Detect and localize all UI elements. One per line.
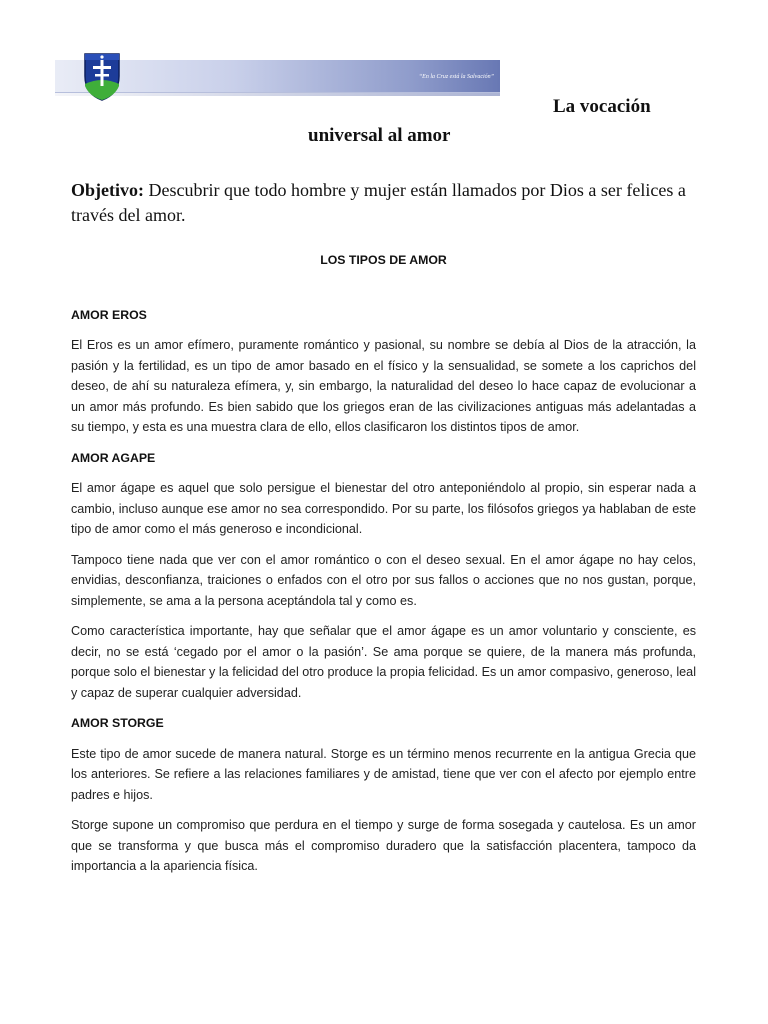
heading-amor-storge: AMOR STORGE: [71, 716, 164, 730]
heading-amor-agape: AMOR AGAPE: [71, 450, 156, 465]
objective-paragraph: [71, 178, 701, 228]
objective-text: Descubrir que todo hombre y mujer están llamados por Dios a ser felices a través del amor.: [71, 180, 686, 225]
paragraph-storge-1: Este tipo de amor sucede de manera natural. Storge es un término menos recurrente en la antigua Grecia que los anteriores. Se refiere a las relaciones familiares y de amistad, tiene que ver con el afecto por ejemplo entre padres e hijos.: [71, 746, 696, 802]
heading-amor-eros: AMOR EROS: [71, 307, 147, 322]
shield-crest-icon: [82, 50, 122, 102]
document-title-line-2: universal al amor: [308, 125, 451, 146]
header-motto: “En la Cruz está la Salvación”: [418, 74, 494, 80]
objective-label: Objetivo:: [71, 180, 144, 200]
paragraph-agape-1: El amor ágape es aquel que solo persigue el bienestar del otro anteponiéndolo al propio, sin esperar nada a cambio, incluso aunque ese amor no sea correspondido. Por su parte, los filósofos griegos ya hablaban de este tipo de amor como el más generoso e incondicional.: [71, 481, 696, 536]
paragraph-agape-3: Como característica importante, hay que señalar que el amor ágape es un amor voluntario y consciente, es decir, no se está ‘cegado por el amor o la pasión’. Se ama porque se quiere, de la manera más profunda, porque solo el bienestar y la felicidad del otro produce la propia felicidad. Es un amor compasivo, generoso, leal y capaz de superar cualquier adversidad.: [71, 624, 696, 700]
paragraph-eros-1: El Eros es un amor efímero, puramente romántico y pasional, su nombre se debía al Dios de la atracción, la pasión y la fertilidad, es un tipo de amor basado en el físico y la sensualidad, se somete a los caprichos del deseo, de ahí su naturaleza efímera, y, sin embargo, la naturalidad del deseo lo hace capaz de evolucionar a un amor más profundo. Es bien sabido que los griegos eran de las civilizaciones antiguas más adelantadas a su tiempo, y esta es una muestra clara de ello, ellos clasificaron los distintos tipos de amor.: [71, 338, 696, 434]
document-header: [0, 0, 768, 110]
document-title-line-1: La vocación: [553, 96, 651, 117]
paragraph-agape-2: Tampoco tiene nada que ver con el amor romántico o con el deseo sexual. En el amor ágape no hay celos, envidias, desconfianza, traiciones o enfados con el otro por sus fallos o acciones que no nos gustan, porque, simplemente, se ama a la persona aceptándola tal y como es.: [71, 552, 696, 608]
document-body: [71, 250, 696, 887]
section-title: LOS TIPOS DE AMOR: [320, 253, 447, 267]
paragraph-storge-2: Storge supone un compromiso que perdura en el tiempo y surge de forma sosegada y cautelosa. Es un amor que se transforma y que busca más el compromiso duradero que la satisfacción placentera, tampoco da importancia a la apariencia física.: [71, 818, 696, 873]
